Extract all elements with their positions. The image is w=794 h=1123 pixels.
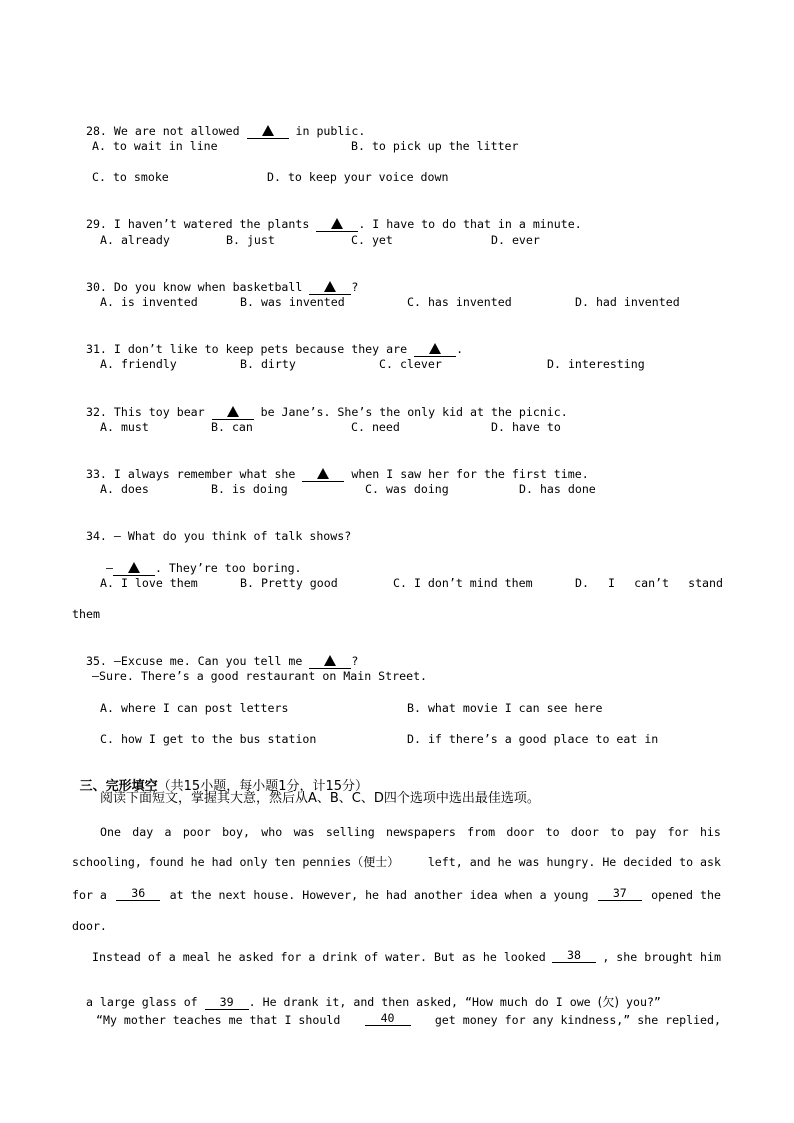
cloze-blank-36[interactable]: 36 (116, 887, 160, 901)
question-28-option-b[interactable]: B. to pick up the litter (351, 139, 519, 153)
question-29-stem: 29. I haven’t watered the plants . I have to do that in a minute. (85, 217, 582, 231)
passage-gloss: （便士） (351, 855, 400, 869)
question-28-option-d[interactable]: D. to keep your voice down (267, 170, 449, 184)
question-35-option-c[interactable]: C. how I get to the bus station (100, 732, 317, 746)
question-30-option-a[interactable]: A. is invented (100, 295, 198, 309)
question-32-option-d[interactable]: D. have to (491, 420, 561, 434)
answer-blank[interactable] (414, 343, 456, 357)
triangle-marker-icon (429, 343, 441, 354)
question-31-stem: 31. I don’t like to keep pets because they are . (85, 342, 464, 356)
cloze-blank-38[interactable]: 38 (552, 949, 596, 963)
passage-gloss: (欠) (597, 995, 620, 1009)
question-34-reply: — . They’re too boring. (105, 561, 302, 575)
triangle-marker-icon (317, 468, 329, 479)
answer-blank[interactable] (302, 468, 344, 482)
cloze-blank-37[interactable]: 37 (598, 887, 642, 901)
question-33-option-c[interactable]: C. was doing (365, 482, 449, 496)
question-28-option-a[interactable]: A. to wait in line (92, 139, 218, 153)
question-33-option-a[interactable]: A. does (100, 482, 149, 496)
answer-blank[interactable] (113, 562, 155, 576)
question-31-option-d[interactable]: D. interesting (547, 357, 645, 371)
question-35-stem: 35. —Excuse me. Can you tell me ? (85, 654, 359, 668)
question-34-stem: 34. — What do you think of talk shows? (85, 529, 352, 543)
cloze-blank-40[interactable]: 40 (365, 1012, 411, 1026)
question-34-option-b[interactable]: B. Pretty good (240, 576, 338, 590)
question-33-option-b[interactable]: B. is doing (211, 482, 288, 496)
question-31-option-c[interactable]: C. clever (379, 357, 442, 371)
question-number: 28. (85, 124, 107, 138)
question-35-reply: —Sure. There’s a good restaurant on Main Street. (92, 669, 428, 683)
question-35-option-a[interactable]: A. where I can post letters (100, 701, 289, 715)
question-35-option-d[interactable]: D. if there’s a good place to eat in (407, 732, 659, 746)
question-32-stem: 32. This toy bear be Jane’s. She’s the only kid at the picnic. (85, 405, 568, 419)
answer-blank[interactable] (309, 655, 351, 669)
triangle-marker-icon (262, 125, 274, 136)
section-note: （共15小题，每小题1分，计15分） (157, 779, 369, 794)
passage-line-2: schooling, found he had only ten pennies（便士） left, and he was hungry. He decided to ask (72, 855, 721, 869)
passage-line-3: for a 36 at the next house. However, he had another idea when a young 37 opened the (72, 886, 721, 902)
question-33-stem: 33. I always remember what she when I saw her for the first time. (85, 467, 589, 481)
question-30-stem: 30. Do you know when basketball ? (85, 280, 359, 294)
question-34-option-d[interactable]: D. I can’t stand (575, 576, 723, 590)
question-31-option-b[interactable]: B. dirty (240, 357, 296, 371)
question-30-option-d[interactable]: D. had invented (575, 295, 680, 309)
question-29-option-b[interactable]: B. just (226, 233, 275, 247)
answer-blank[interactable] (212, 406, 254, 420)
triangle-marker-icon (227, 406, 239, 417)
question-34-option-c[interactable]: C. I don’t mind them (393, 576, 533, 590)
question-33-option-d[interactable]: D. has done (519, 482, 596, 496)
answer-blank[interactable] (309, 281, 351, 295)
passage-line-7: “My mother teaches me that I should 40 get money for any kindness,” she replied, (96, 1011, 721, 1027)
question-29-option-d[interactable]: D. ever (491, 233, 540, 247)
cloze-blank-39[interactable]: 39 (205, 996, 249, 1010)
question-30-option-c[interactable]: C. has invented (407, 295, 512, 309)
passage-line-5: Instead of a meal he asked for a drink of water. But as he looked 38 , she brought him (92, 948, 721, 964)
passage-line-4: door. (72, 919, 107, 933)
question-29-option-c[interactable]: C. yet (351, 233, 393, 247)
answer-blank[interactable] (316, 218, 358, 232)
passage-line-6: a large glass of 39 . He drank it, and then asked, “How much do I owe (欠) you?” (85, 995, 661, 1009)
section-title: 三、完形填空 (79, 779, 158, 794)
passage-line-1: One day a poor boy, who was selling newspapers from door to door to pay for his (100, 825, 721, 839)
question-32-option-b[interactable]: B. can (211, 420, 253, 434)
question-29-option-a[interactable]: A. already (100, 233, 170, 247)
triangle-marker-icon (331, 218, 343, 229)
question-28-option-c[interactable]: C. to smoke (92, 170, 169, 184)
question-28-stem: 28. We are not allowed in public. (85, 124, 366, 138)
answer-blank[interactable] (247, 125, 289, 139)
triangle-marker-icon (128, 562, 140, 573)
question-32-option-a[interactable]: A. must (100, 420, 149, 434)
question-30-option-b[interactable]: B. was invented (240, 295, 345, 309)
triangle-marker-icon (324, 281, 336, 292)
triangle-marker-icon (324, 655, 336, 666)
question-31-option-a[interactable]: A. friendly (100, 357, 177, 371)
question-35-option-b[interactable]: B. what movie I can see here (407, 701, 603, 715)
section-instruction: 阅读下面短文，掌握其大意，然后从A、B、C、D四个选项中选出最佳选项。 (100, 791, 540, 806)
question-32-option-c[interactable]: C. need (351, 420, 400, 434)
question-34-option-d-wrap: them (72, 607, 100, 621)
question-34-option-a[interactable]: A. I love them (100, 576, 198, 590)
